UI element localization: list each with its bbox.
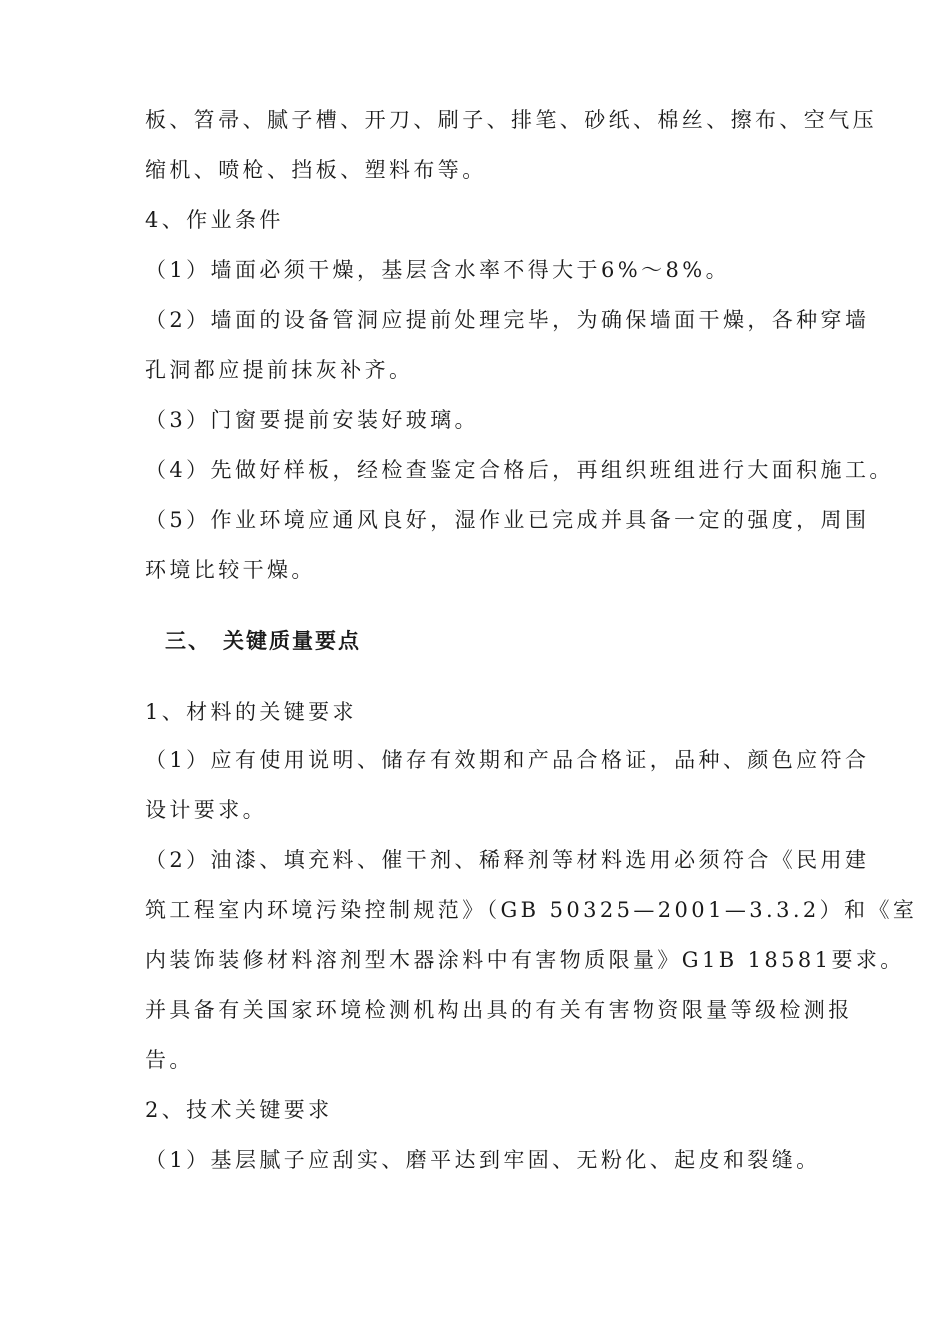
list-item: （1）墙面必须干燥，基层含水率不得大于6%～8%。 bbox=[145, 258, 730, 282]
list-item: （4）先做好样板，经检查鉴定合格后，再组织班组进行大面积施工。 bbox=[145, 458, 894, 482]
list-item: （1）基层腻子应刮实、磨平达到牢固、无粉化、起皮和裂缝。 bbox=[145, 1148, 821, 1172]
list-item: （5）作业环境应通风良好，湿作业已完成并具备一定的强度，周围 bbox=[145, 508, 870, 532]
subsection-heading: 4、作业条件 bbox=[145, 208, 284, 232]
text-line: 缩机、喷枪、挡板、塑料布等。 bbox=[145, 158, 487, 182]
subsection-heading: 2、技术关键要求 bbox=[145, 1098, 333, 1122]
text-line: 孔洞都应提前抹灰补齐。 bbox=[145, 358, 414, 382]
text-line: 告。 bbox=[145, 1048, 194, 1072]
subsection-heading: 1、材料的关键要求 bbox=[145, 700, 357, 724]
text-line: 板、笤帚、腻子槽、开刀、刷子、排笔、砂纸、棉丝、擦布、空气压 bbox=[145, 108, 877, 132]
section-title: 关键质量要点 bbox=[223, 628, 361, 653]
text-line: 并具备有关国家环境检测机构出具的有关有害物资限量等级检测报 bbox=[145, 998, 853, 1022]
text-line: 内装饰装修材料溶剂型木器涂料中有害物质限量》G1B 18581要求。 bbox=[145, 948, 905, 972]
list-item: （1）应有使用说明、储存有效期和产品合格证，品种、颜色应符合 bbox=[145, 748, 870, 772]
text-line: 设计要求。 bbox=[145, 798, 267, 822]
section-heading bbox=[165, 626, 361, 656]
list-item: （2）油漆、填充料、催干剂、稀释剂等材料选用必须符合《民用建 bbox=[145, 848, 870, 872]
list-item: （2）墙面的设备管洞应提前处理完毕，为确保墙面干燥，各种穿墙 bbox=[145, 308, 870, 332]
text-line: 筑工程室内环境污染控制规范》（GB 50325—2001—3.3.2）和《室 bbox=[145, 898, 918, 922]
section-number: 三、 bbox=[165, 628, 211, 653]
text-line: 环境比较干燥。 bbox=[145, 558, 316, 582]
list-item: （3）门窗要提前安装好玻璃。 bbox=[145, 408, 479, 432]
